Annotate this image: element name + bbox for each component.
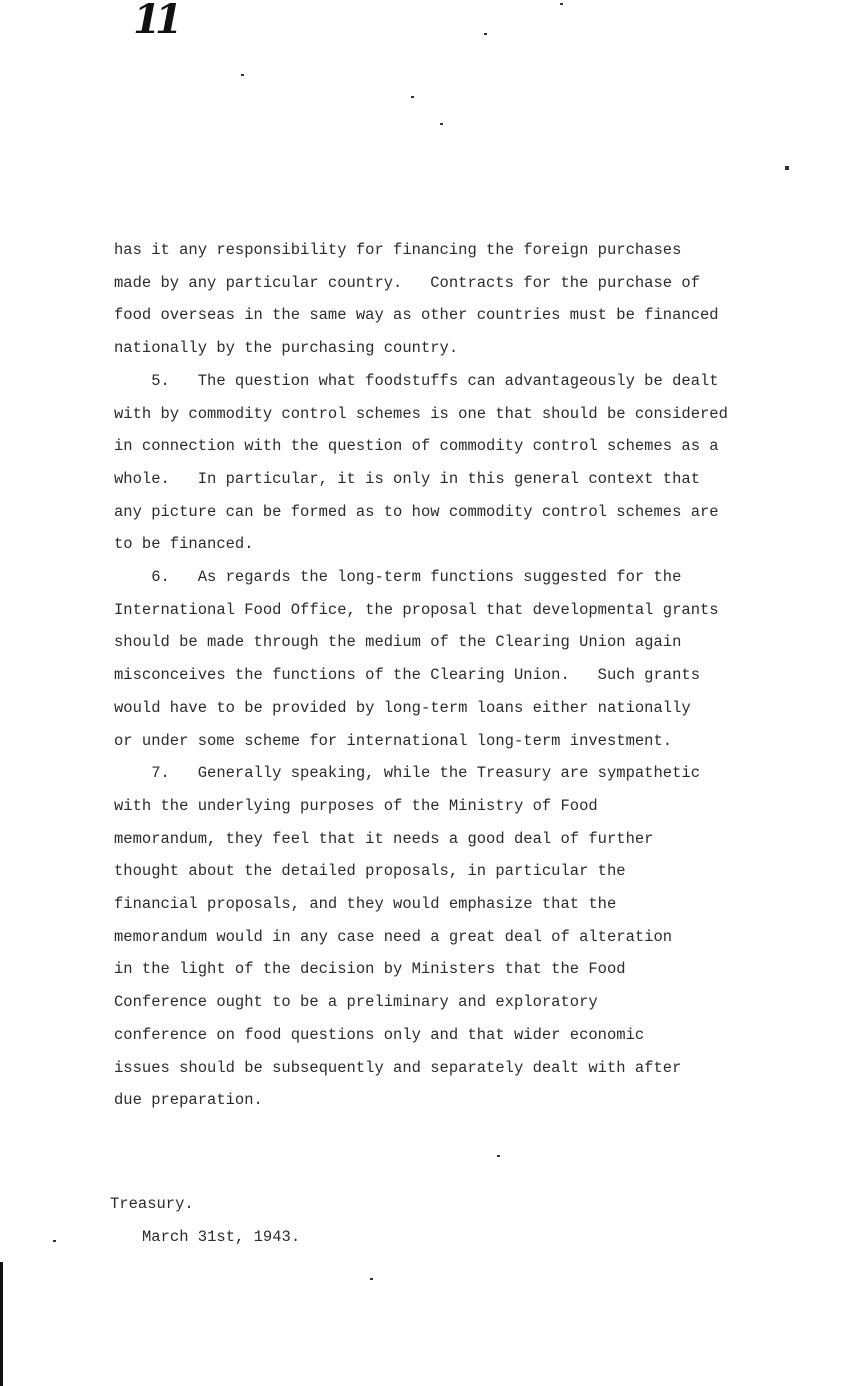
- scan-edge-line: [0, 1262, 3, 1386]
- text-line: misconceives the functions of the Clearing Union. Such grants: [114, 666, 700, 685]
- scan-speck: [53, 1240, 56, 1242]
- text-line: due preparation.: [114, 1091, 263, 1110]
- text-line: food overseas in the same way as other countries must be financed: [114, 306, 719, 325]
- memorandum-body: [114, 234, 814, 1117]
- text-line: conference on food questions only and that wider economic: [114, 1025, 645, 1044]
- text-line: memorandum would in any case need a great deal of alteration: [114, 927, 673, 946]
- text-line: nationally by the purchasing country.: [114, 339, 459, 358]
- scan-speck: [484, 33, 487, 35]
- paragraph-7-start: 7. Generally speaking, while the Treasury are sympathetic: [114, 764, 700, 783]
- text-line: in connection with the question of commodity control schemes as a: [114, 437, 719, 456]
- text-line: in the light of the decision by Ministers that the Food: [114, 960, 626, 979]
- text-line: with by commodity control schemes is one that should be considered: [114, 404, 728, 423]
- text-line: made by any particular country. Contracts for the purchase of: [114, 273, 700, 292]
- text-line: any picture can be formed as to how commodity control schemes are: [114, 502, 719, 521]
- scan-speck: [560, 3, 563, 5]
- signature-block: [110, 1188, 300, 1254]
- text-line: memorandum, they feel that it needs a good deal of further: [114, 829, 654, 848]
- scan-speck: [241, 74, 244, 76]
- text-line: whole. In particular, it is only in this general context that: [114, 469, 700, 488]
- text-line: thought about the detailed proposals, in particular the: [114, 862, 626, 881]
- text-line: should be made through the medium of the Clearing Union again: [114, 633, 682, 652]
- paragraph-6-start: 6. As regards the long-term functions suggested for the: [114, 568, 682, 587]
- text-line: or under some scheme for international long-term investment.: [114, 731, 673, 750]
- scan-speck: [497, 1155, 500, 1157]
- scan-speck: [440, 123, 443, 125]
- text-line: would have to be provided by long-term loans either nationally: [114, 698, 691, 717]
- scan-speck: [785, 166, 789, 170]
- text-line: International Food Office, the proposal that developmental grants: [114, 600, 719, 619]
- text-line: issues should be subsequently and separately dealt with after: [114, 1058, 682, 1077]
- scan-speck: [411, 96, 414, 98]
- text-line: Conference ought to be a preliminary and exploratory: [114, 993, 598, 1012]
- page-number: 11: [133, 0, 177, 43]
- signature-date: March 31st, 1943.: [142, 1228, 301, 1246]
- paragraph-5-start: 5. The question what foodstuffs can advantageously be dealt: [114, 371, 719, 390]
- text-line: to be financed.: [114, 535, 254, 554]
- signature-office: Treasury.: [110, 1195, 194, 1213]
- text-line: with the underlying purposes of the Ministry of Food: [114, 796, 598, 815]
- scan-speck: [370, 1278, 373, 1280]
- text-line: has it any responsibility for financing the foreign purchases: [114, 241, 682, 259]
- text-line: financial proposals, and they would emphasize that the: [114, 895, 617, 914]
